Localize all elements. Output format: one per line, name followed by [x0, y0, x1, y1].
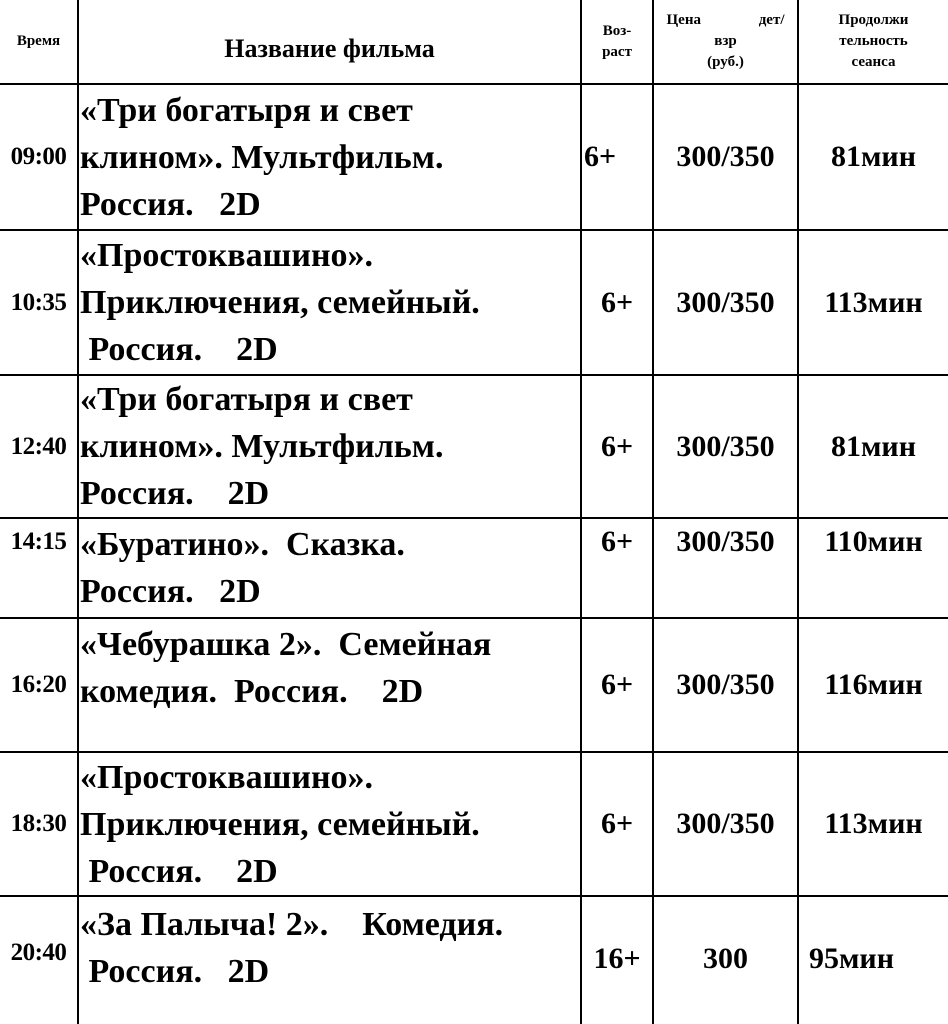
session-age: 6+	[584, 140, 617, 173]
header-price-line3: (руб.)	[707, 54, 744, 70]
session-age: 6+	[600, 525, 634, 558]
session-time: 20:40	[10, 939, 67, 966]
session-duration: 95мин	[809, 942, 895, 975]
header-title	[79, 0, 580, 83]
session-time: 14:15	[10, 528, 67, 555]
header-time-label: Время	[16, 33, 61, 49]
session-time: 09:00	[10, 143, 67, 170]
session-price: 300	[703, 942, 748, 975]
session-age: 16+	[593, 942, 641, 975]
header-time	[0, 0, 77, 83]
session-title: «Простоквашино». Приключения, семейный. Россия. 2D	[80, 758, 480, 890]
session-price: 300/350	[676, 807, 775, 840]
session-time: 10:35	[10, 288, 67, 316]
session-price: 300/350	[676, 285, 775, 319]
header-age-line2: раст	[602, 43, 632, 60]
session-time: 18:30	[10, 810, 67, 837]
session-price: 300/350	[676, 140, 775, 173]
session-price: 300/350	[676, 429, 775, 463]
header-duration	[799, 0, 948, 83]
session-duration: 116мин	[824, 668, 923, 701]
session-title: «Три богатыря и свет клином». Мультфильм. Россия. 2D	[80, 91, 444, 223]
session-title: «Чебурашка 2». Семейная комедия. Россия. 2D	[80, 626, 492, 710]
session-age: 6+	[600, 807, 634, 840]
session-duration: 110мин	[824, 525, 923, 558]
session-duration: 113мин	[824, 285, 923, 319]
header-price	[654, 0, 797, 83]
header-price-word2: дет/	[758, 12, 785, 28]
session-price: 300/350	[676, 525, 775, 558]
header-price-word1: Цена	[666, 12, 701, 28]
header-title-label: Название фильма	[224, 33, 435, 63]
session-title: «Три богатыря и свет клином». Мультфильм. Россия. 2D	[80, 381, 444, 512]
header-duration-line1: Продолжи	[838, 12, 909, 28]
session-age: 6+	[600, 285, 634, 319]
column-divider	[77, 0, 79, 1024]
header-duration-line2: тельность	[839, 33, 908, 49]
session-title: «За Палыча! 2». Комедия. Россия. 2D	[80, 906, 504, 990]
session-time: 16:20	[10, 671, 67, 698]
session-time: 12:40	[10, 432, 67, 460]
session-duration: 81мин	[830, 140, 916, 173]
session-duration: 81мин	[830, 429, 916, 463]
session-price: 300/350	[676, 668, 775, 701]
session-title: «Буратино». Сказка. Россия. 2D	[80, 526, 405, 610]
session-duration: 113мин	[824, 807, 923, 840]
session-age: 6+	[600, 429, 634, 463]
header-price-line1	[667, 10, 785, 31]
session-title: «Простоквашино». Приключения, семейный. Россия. 2D	[80, 237, 480, 368]
header-age-line1: Воз-	[602, 22, 632, 39]
header-age	[582, 0, 652, 83]
header-duration-line3: сеанса	[851, 54, 896, 70]
session-age: 6+	[600, 668, 634, 701]
header-price-line2: взр	[714, 33, 737, 49]
